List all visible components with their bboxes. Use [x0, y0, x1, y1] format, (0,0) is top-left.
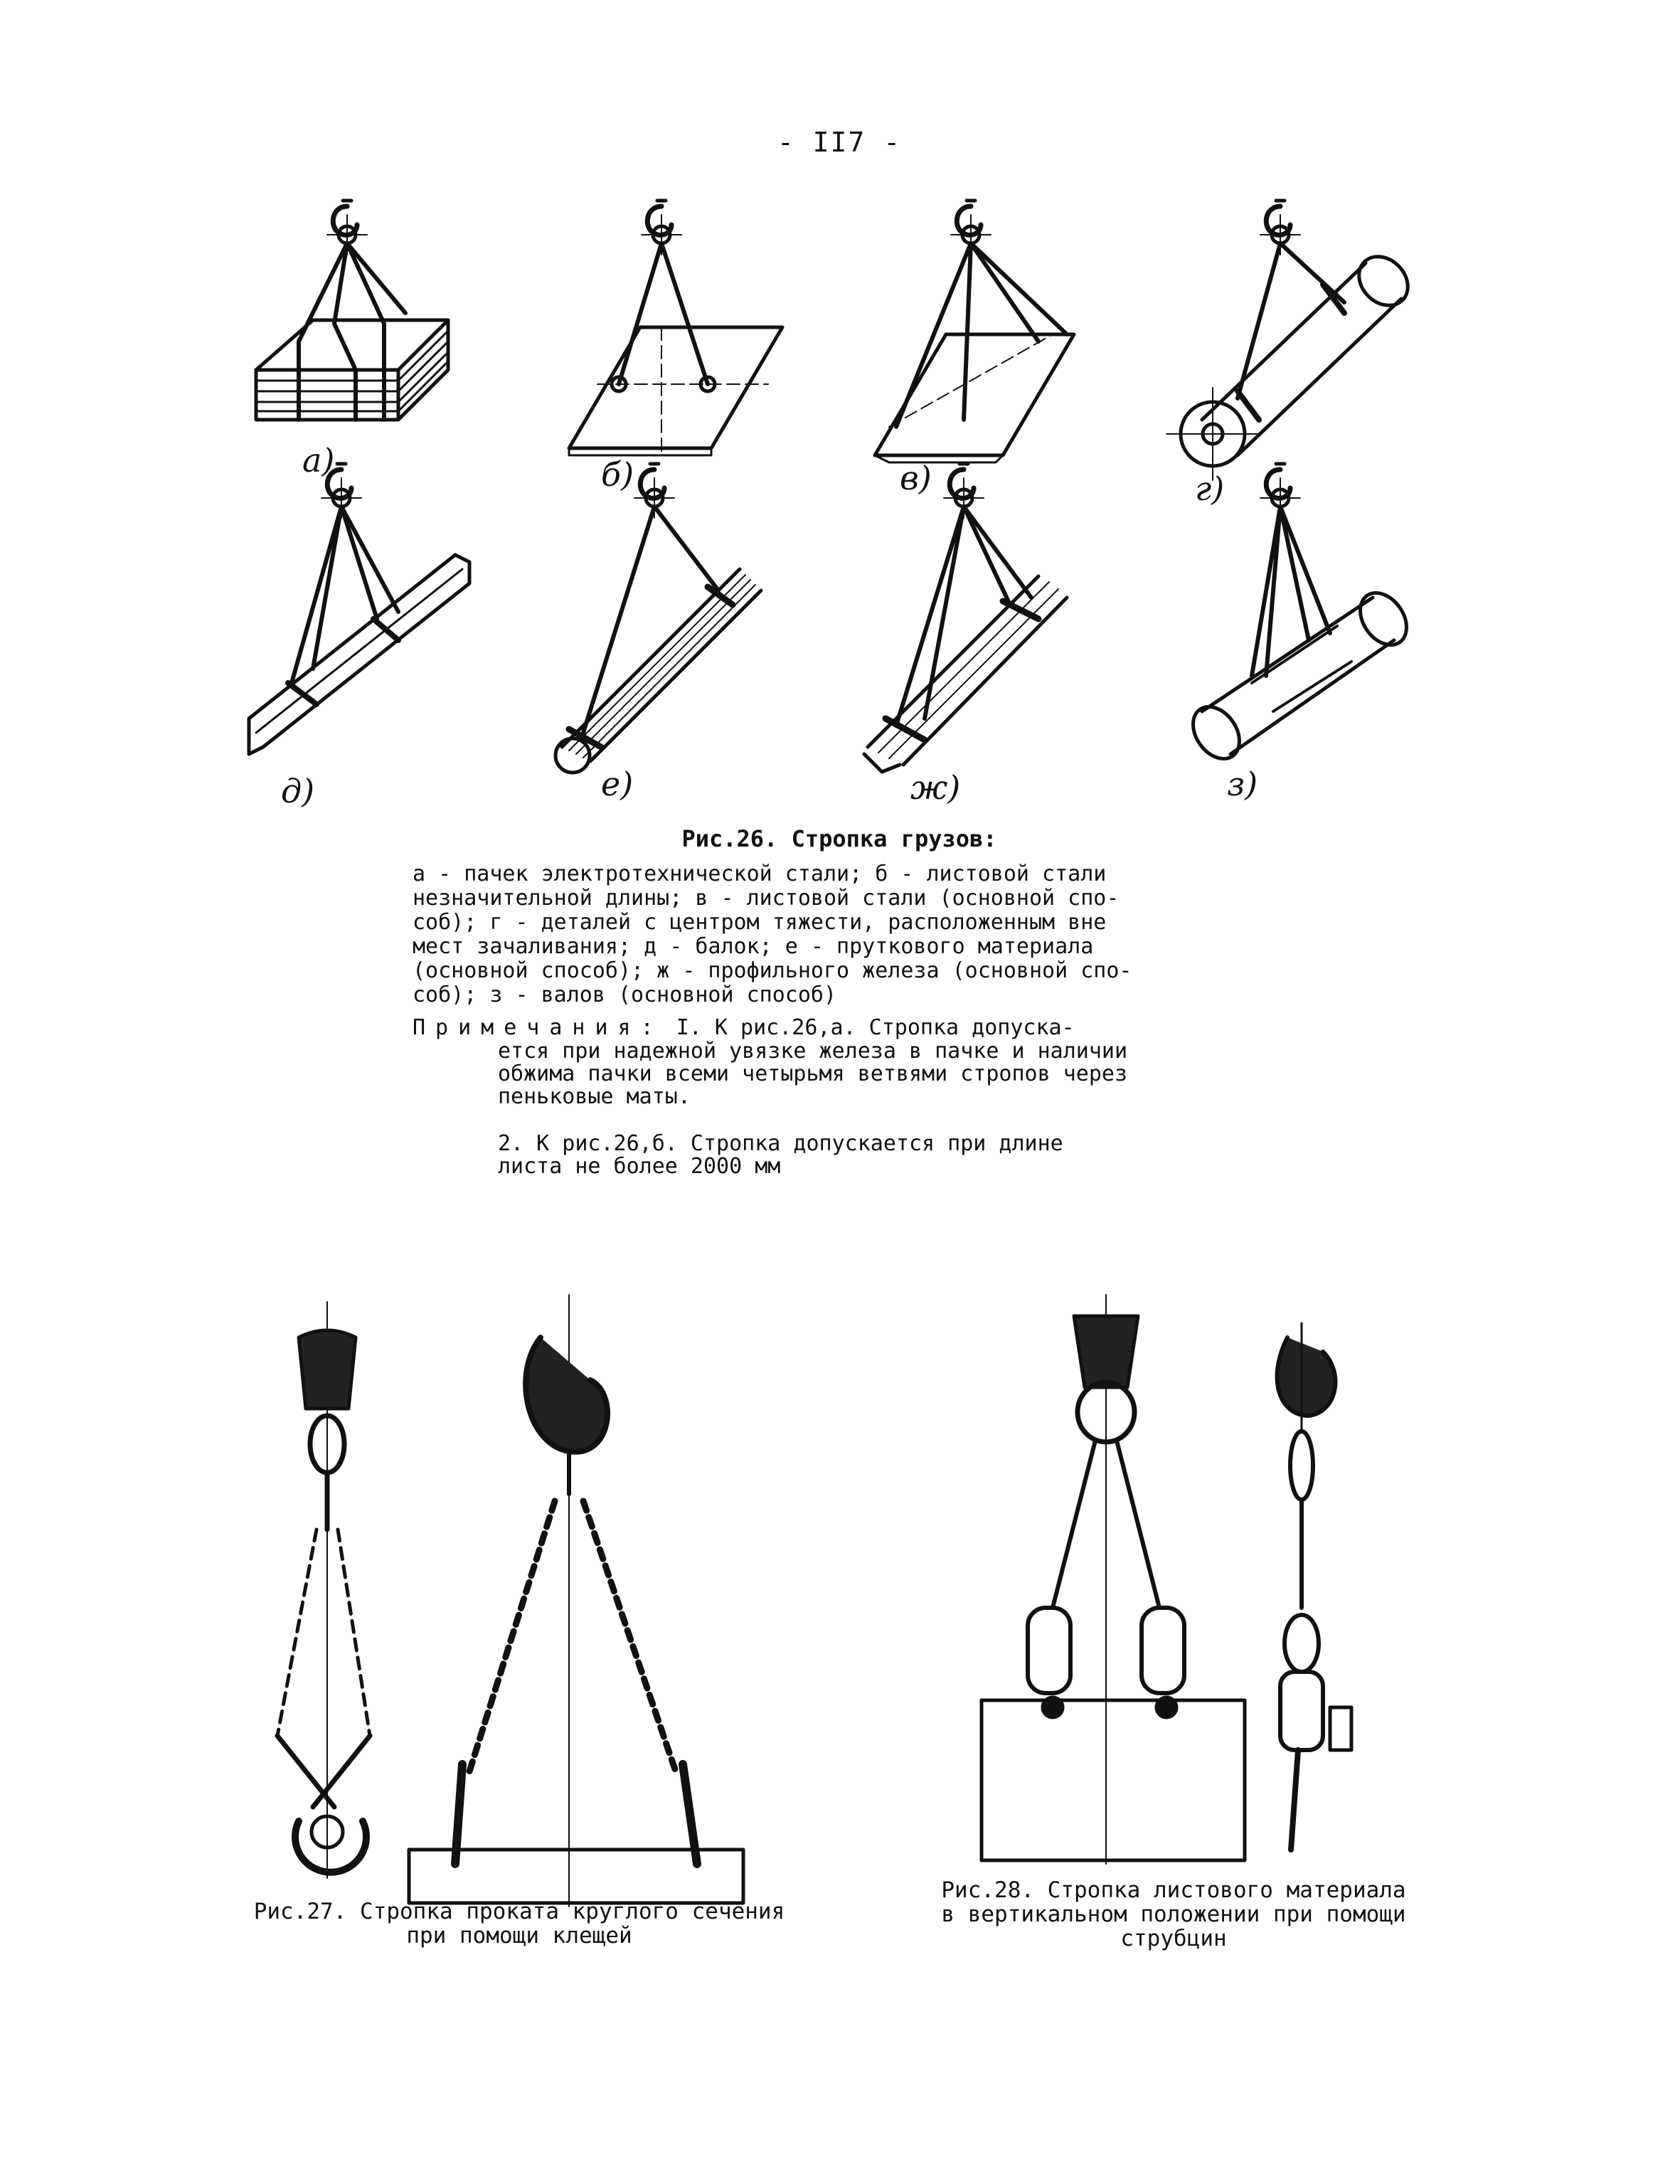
- figure-26-caption: а - пачек электротехнической стали; б - листовой стали незначительной длины; в - листовой стали (основной спо- соб); г - деталей с центром тяжести, расположенным вне мест зачаливания; д - балок; е - пруткового материала (основной способ); ж - профильного железа (основной спо- соб); з - валов (основной способ): [413, 862, 1132, 1007]
- figure-28-illustration: [854, 1281, 1680, 1921]
- chain-sling-drawing: [409, 1295, 743, 1907]
- sketch-e-rods: [555, 464, 761, 773]
- sketch-v-sheet-main: [875, 201, 1074, 462]
- notes-word: Примечания:: [413, 1015, 664, 1040]
- clamp-side-drawing: [1277, 1323, 1351, 1850]
- tongs-drawing: [277, 1302, 370, 1878]
- label-a: а): [302, 441, 335, 479]
- notes-heading: [413, 1016, 1202, 1040]
- label-zh: ж): [910, 768, 961, 807]
- sketch-a-sheet-pack: [256, 201, 448, 420]
- sketch-z-shaft: [1184, 464, 1416, 768]
- label-v: в): [900, 459, 932, 497]
- label-d: д): [281, 772, 315, 810]
- sketch-zh-profiles: [864, 464, 1067, 772]
- page-number: - II7 -: [777, 127, 902, 158]
- notes-2-text: 2. К рис.26,б. Стропка допускается при длине листа не более 2000 мм: [498, 1131, 1063, 1179]
- notes-first-line: I. К рис.26,а. Стропка допуска-: [676, 1015, 1075, 1040]
- label-e: е): [601, 765, 634, 803]
- label-z: з): [1227, 765, 1258, 803]
- label-b: б): [601, 455, 634, 494]
- figure-28-caption: Рис.28. Стропка листового материала в вертикальном положении при помощи струбцин: [941, 1877, 1406, 1951]
- figure-27-caption: Рис.27. Стропка проката круглого сечения при помощи клещей: [253, 1899, 785, 1949]
- figure-26-illustrations: [0, 0, 1680, 825]
- figure-27-illustration: [0, 1281, 854, 1921]
- sketch-b-sheet: [569, 201, 782, 455]
- sketch-g-part: [1166, 201, 1418, 480]
- notes-1-text: ется при надежной увязке железа в пачке и наличии обжима пачки всеми четырьмя ветвями стропов через пеньковые маты.: [498, 1039, 1128, 1109]
- sketch-d-beam: [249, 464, 469, 754]
- clamp-front-drawing: [982, 1295, 1245, 1864]
- figure-26-title: Рис.26. Стропка грузов:: [681, 825, 997, 852]
- label-g: г): [1195, 470, 1225, 508]
